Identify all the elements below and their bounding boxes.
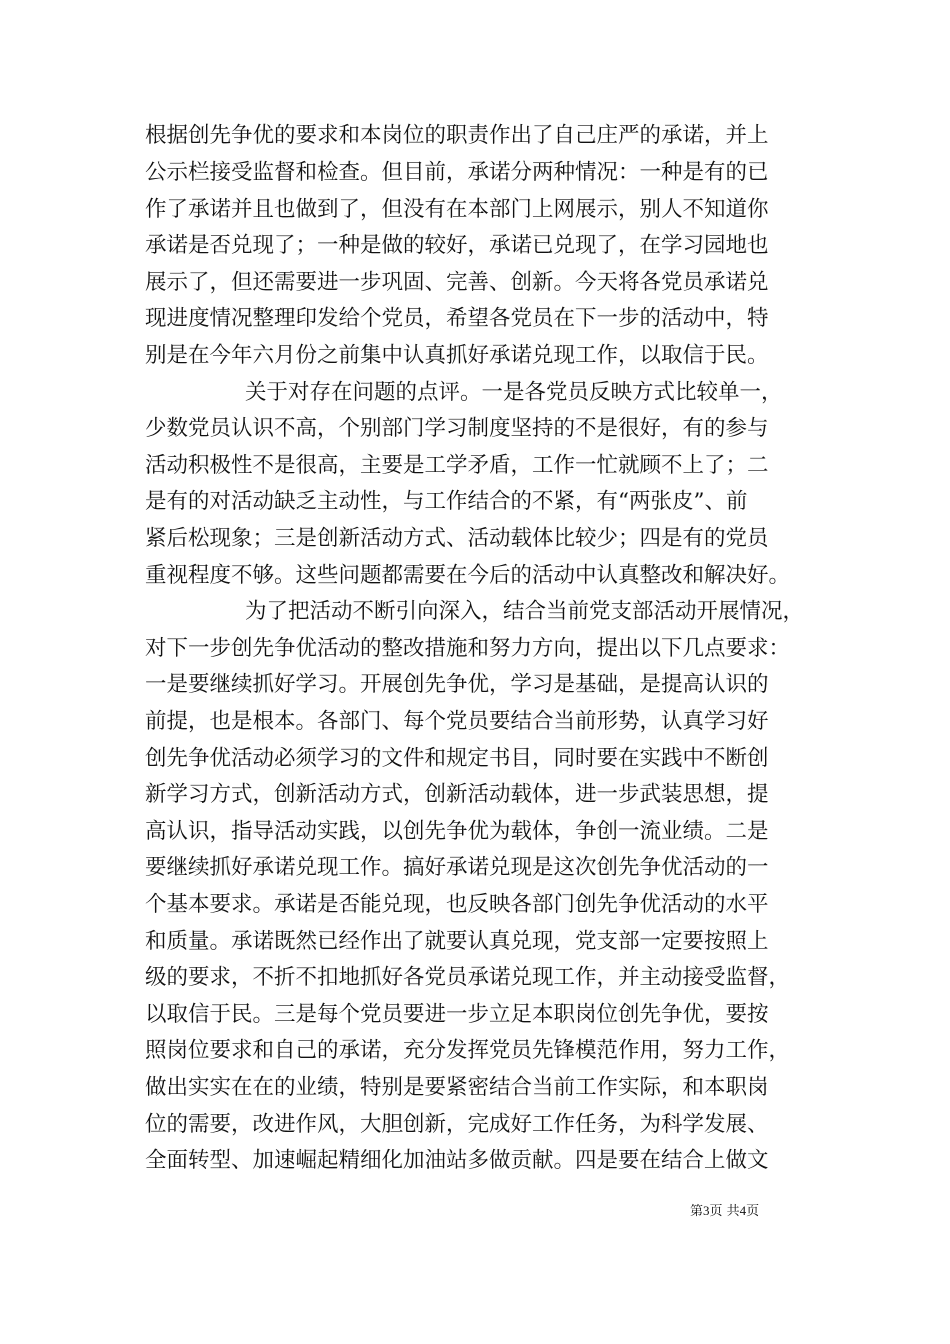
text-line: 位的需要，改进作风，大胆创新，完成好工作任务，为科学发展、 bbox=[145, 1112, 769, 1137]
text-line: 活动积极性不是很高，主要是工学矛盾，工作一忙就顾不上了；二 bbox=[145, 453, 769, 478]
text-line: 以取信于民。三是每个党员要进一步立足本职岗位创先争优，要按 bbox=[145, 1002, 769, 1027]
paragraph-first-line: 关于对存在问题的点评。一是各党员反映方式比较单一， bbox=[245, 380, 783, 405]
footer-suffix: 页 bbox=[746, 1204, 760, 1219]
text-line: 展示了，但还需要进一步巩固、完善、创新。今天将各党员承诺兑 bbox=[145, 270, 769, 295]
text-line: 级的要求，不折不扣地抓好各党员承诺兑现工作，并主动接受监督， bbox=[145, 965, 791, 990]
text-line: 是有的对活动缺乏主动性，与工作结合的不紧，有“两张皮”、前 bbox=[145, 489, 748, 514]
page-total: 4 bbox=[739, 1203, 747, 1218]
text-line: 照岗位要求和自己的承诺，充分发挥党员先锋模范作用，努力工作， bbox=[145, 1038, 791, 1063]
footer-middle: 页 共 bbox=[709, 1204, 740, 1219]
text-line: 全面转型、加速崛起精细化加油站多做贡献。四是要在结合上做文 bbox=[145, 1148, 769, 1173]
text-line: 公示栏接受监督和检查。但目前，承诺分两种情况：一种是有的已 bbox=[145, 160, 769, 185]
text-line: 要继续抓好承诺兑现工作。搞好承诺兑现是这次创先争优活动的一 bbox=[145, 855, 769, 880]
footer-prefix: 第 bbox=[690, 1204, 704, 1219]
text-line: 和质量。承诺既然已经作出了就要认真兑现，党支部一定要按照上 bbox=[145, 929, 769, 954]
text-line: 个基本要求。承诺是否能兑现，也反映各部门创先争优活动的水平 bbox=[145, 892, 769, 917]
paragraph-first-line: 为了把活动不断引向深入，结合当前党支部活动开展情况， bbox=[245, 599, 805, 624]
text-line: 根据创先争优的要求和本岗位的职责作出了自己庄严的承诺，并上 bbox=[145, 123, 769, 148]
text-line: 新学习方式，创新活动方式，创新活动载体，进一步武装思想，提 bbox=[145, 782, 769, 807]
text-line: 对下一步创先争优活动的整改措施和努力方向，提出以下几点要求： bbox=[145, 636, 791, 661]
text-line: 高认识，指导活动实践，以创先争优为载体，争创一流业绩。二是 bbox=[145, 819, 769, 844]
text-line: 紧后松现象；三是创新活动方式、活动载体比较少；四是有的党员 bbox=[145, 526, 769, 551]
text-line: 重视程度不够。这些问题都需要在今后的活动中认真整改和解决好。 bbox=[145, 563, 791, 588]
text-line: 前提，也是根本。各部门、每个党员要结合当前形势，认真学习好 bbox=[145, 709, 769, 734]
text-line: 作了承诺并且也做到了，但没有在本部门上网展示，别人不知道你 bbox=[145, 197, 769, 222]
page-footer bbox=[690, 1203, 759, 1220]
text-line: 现进度情况整理印发给个党员，希望各党员在下一步的活动中，特 bbox=[145, 306, 769, 331]
text-line: 创先争优活动必须学习的文件和规定书目，同时要在实践中不断创 bbox=[145, 746, 769, 771]
text-line: 一是要继续抓好学习。开展创先争优，学习是基础，是提高认识的 bbox=[145, 672, 769, 697]
text-line: 承诺是否兑现了；一种是做的较好，承诺已兑现了，在学习园地也 bbox=[145, 233, 769, 258]
text-line: 做出实实在在的业绩，特别是要紧密结合当前工作实际，和本职岗 bbox=[145, 1075, 769, 1100]
text-line: 别是在今年六月份之前集中认真抓好承诺兑现工作，以取信于民。 bbox=[145, 343, 769, 368]
text-line: 少数党员认识不高，个别部门学习制度坚持的不是很好，有的参与 bbox=[145, 416, 769, 441]
page-number: 3 bbox=[703, 1203, 710, 1218]
